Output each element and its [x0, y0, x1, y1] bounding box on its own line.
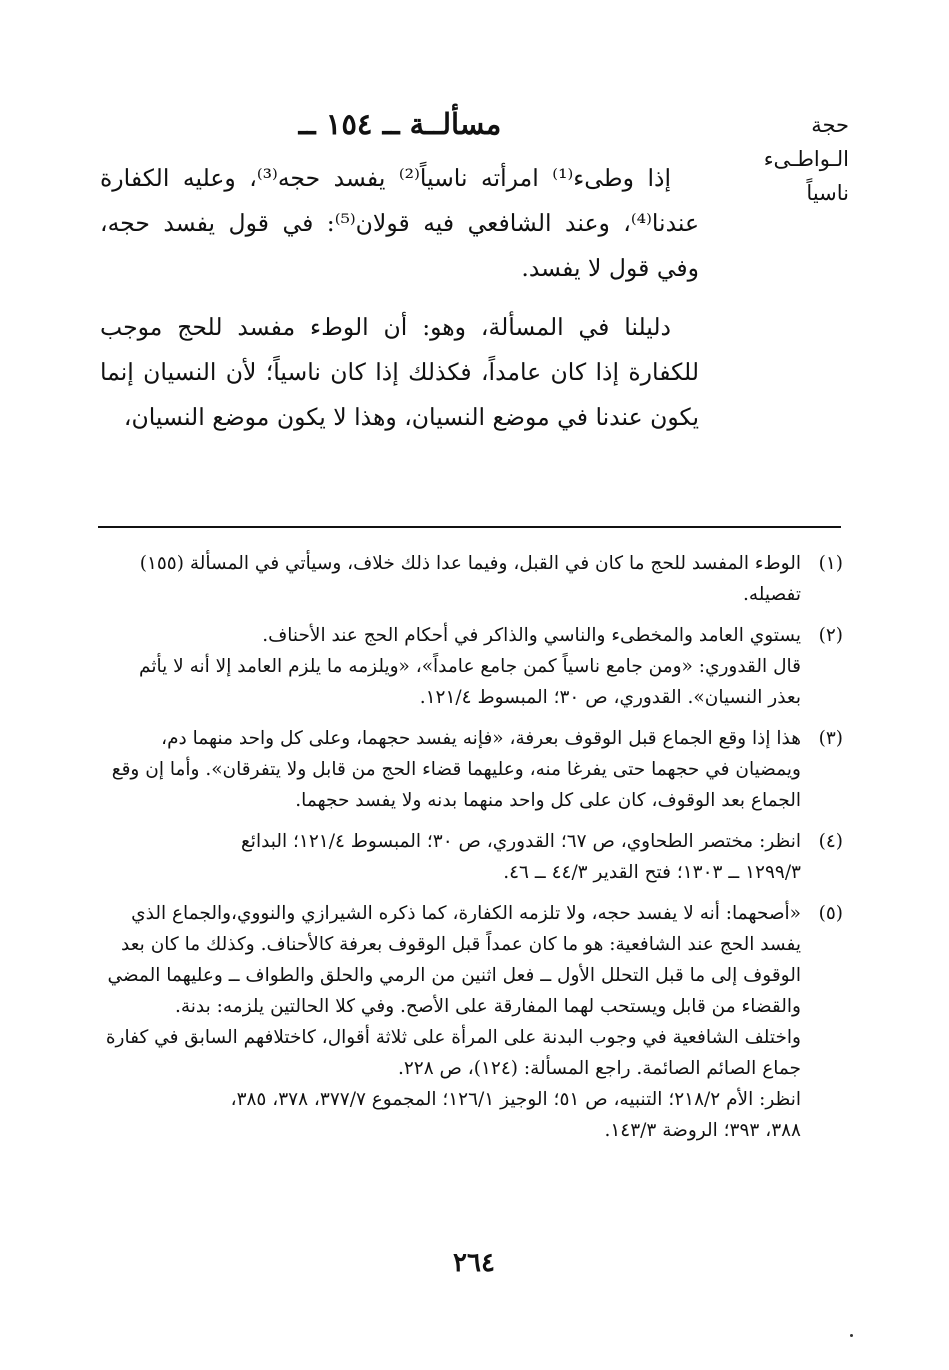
footnote-line: «أصحهما: أنه لا يفسد حجه، ولا تلزمه الكفارة، كما ذكره الشيرازي والنووي،والجماع الذي	[131, 903, 801, 924]
issue-heading: مسألــة ــ ١٥٤ ــ	[298, 107, 502, 141]
footnote-line: ١٢٩٩/٣ ــ ١٣٠٣؛ فتح القدير ٤٤/٣ ــ ٤٦.	[503, 862, 801, 883]
footnote-line: يفسد الحج عند الشافعية: هو ما كان عمداً قبل الوقوف بعرفة كالأحناف. وكذلك ما كان بعد	[121, 934, 801, 955]
footnote-line: الجماع بعد الوقوف، كان على كل واحد منهما بدنه ولا يفسد حجهما.	[295, 790, 801, 811]
footnote	[98, 826, 843, 888]
footnote-line: جماع الصائم الصائمة. راجع المسألة: (١٢٤)، ص ٢٢٨.	[397, 1058, 801, 1079]
footnote	[98, 548, 843, 610]
footnote-line: يستوي العامد والمخطىء والناسي والذاكر في أحكام الحج عند الأحناف.	[262, 625, 801, 646]
footnote-number: (١)	[818, 553, 843, 574]
footnote-line: انظر: الأم ٢١٨/٢؛ التنبيه، ص ٥١؛ الوجيز ١٢٦/١؛ المجموع ٣٧٧/٧، ٣٧٨، ٣٨٥،	[230, 1089, 801, 1110]
footnote-number: (٤)	[818, 831, 843, 852]
scan-speck	[850, 1334, 853, 1337]
main-paragraph: دليلنا في المسألة، وهو: أن الوطء مفسد للحج موجب للكفارة إذا كان عامداً، فكذلك إذا كان ناسياً؛ لأن النسيان إنما يكون عندنا في موضع النسيان، وهذا لا يكون موضع النسيان،	[100, 313, 699, 431]
footnote	[98, 620, 843, 713]
footnote-number: (٢)	[818, 625, 843, 646]
footnote-line: هذا إذا وقع الجماع قبل الوقوف بعرفة، «فإنه يفسد حجهما، وعلى كل واحد منهما دم،	[161, 728, 801, 749]
footnote-line: قال القدوري: «ومن جامع ناسياً كمن جامع عامداً»، «ويلزمه ما يلزم العامد إلا أنه لا يأثم	[139, 656, 801, 677]
main-paragraph: إذا وطىء⁽¹⁾ امرأته ناسياً⁽²⁾ يفسد حجه⁽³⁾، وعليه الكفارة عندنا⁽⁴⁾، وعند الشافعي فيه قولان⁽⁵⁾: في قول يفسد حجه، وفي قول لا يفسد.	[100, 164, 700, 282]
footnote-separator	[98, 526, 841, 528]
footnote	[98, 723, 843, 816]
footnote-line: ٣٨٨، ٣٩٣؛ الروضة ١٤٣/٣.	[604, 1120, 801, 1141]
footnotes	[98, 548, 843, 1156]
footnote-line: الوقوف إلى ما قبل التحلل الأول ــ فعل اثنين من الرمي والحلق والطواف ــ وعليهما المضي	[107, 965, 801, 986]
footnote-line: تفصيله.	[742, 584, 801, 605]
margin-note-line: ناسياً	[806, 181, 849, 205]
main-text	[100, 156, 699, 440]
footnote	[98, 898, 843, 1146]
footnote-line: الوطء المفسد للحج ما كان في القبل، وفيما عدا ذلك خلاف، وسيأتي في المسألة (١٥٥)	[139, 553, 801, 574]
footnote-number: (٣)	[818, 728, 843, 749]
footnote-line: ويمضيان في حجهما حتى يفرغا منه، وعليهما قضاء الحج من قابل ولا يتفرقان». وأما إن وقع	[111, 759, 801, 780]
footnote-line: واختلف الشافعية في وجوب البدنة على المرأة على ثلاثة أقوال، كاختلافهم السابق في كفارة	[105, 1027, 801, 1048]
margin-note	[729, 108, 849, 210]
page-number: ٢٦٤	[453, 1248, 495, 1278]
margin-note-line: حجة الـواطـىء	[763, 113, 849, 171]
footnote-line: انظر: مختصر الطحاوي، ص ٦٧؛ القدوري، ص ٣٠؛ المبسوط ١٢١/٤؛ البدائع	[240, 831, 801, 852]
footnote-line: والقضاء من قابل ويستحب لهما المفارقة على الأصح. وفي كلا الحالتين يلزمه: بدنة.	[174, 996, 801, 1017]
footnote-line: بعذر النسيان». القدوري، ص ٣٠؛ المبسوط ١٢١/٤.	[419, 687, 801, 708]
footnote-number: (٥)	[818, 903, 843, 924]
